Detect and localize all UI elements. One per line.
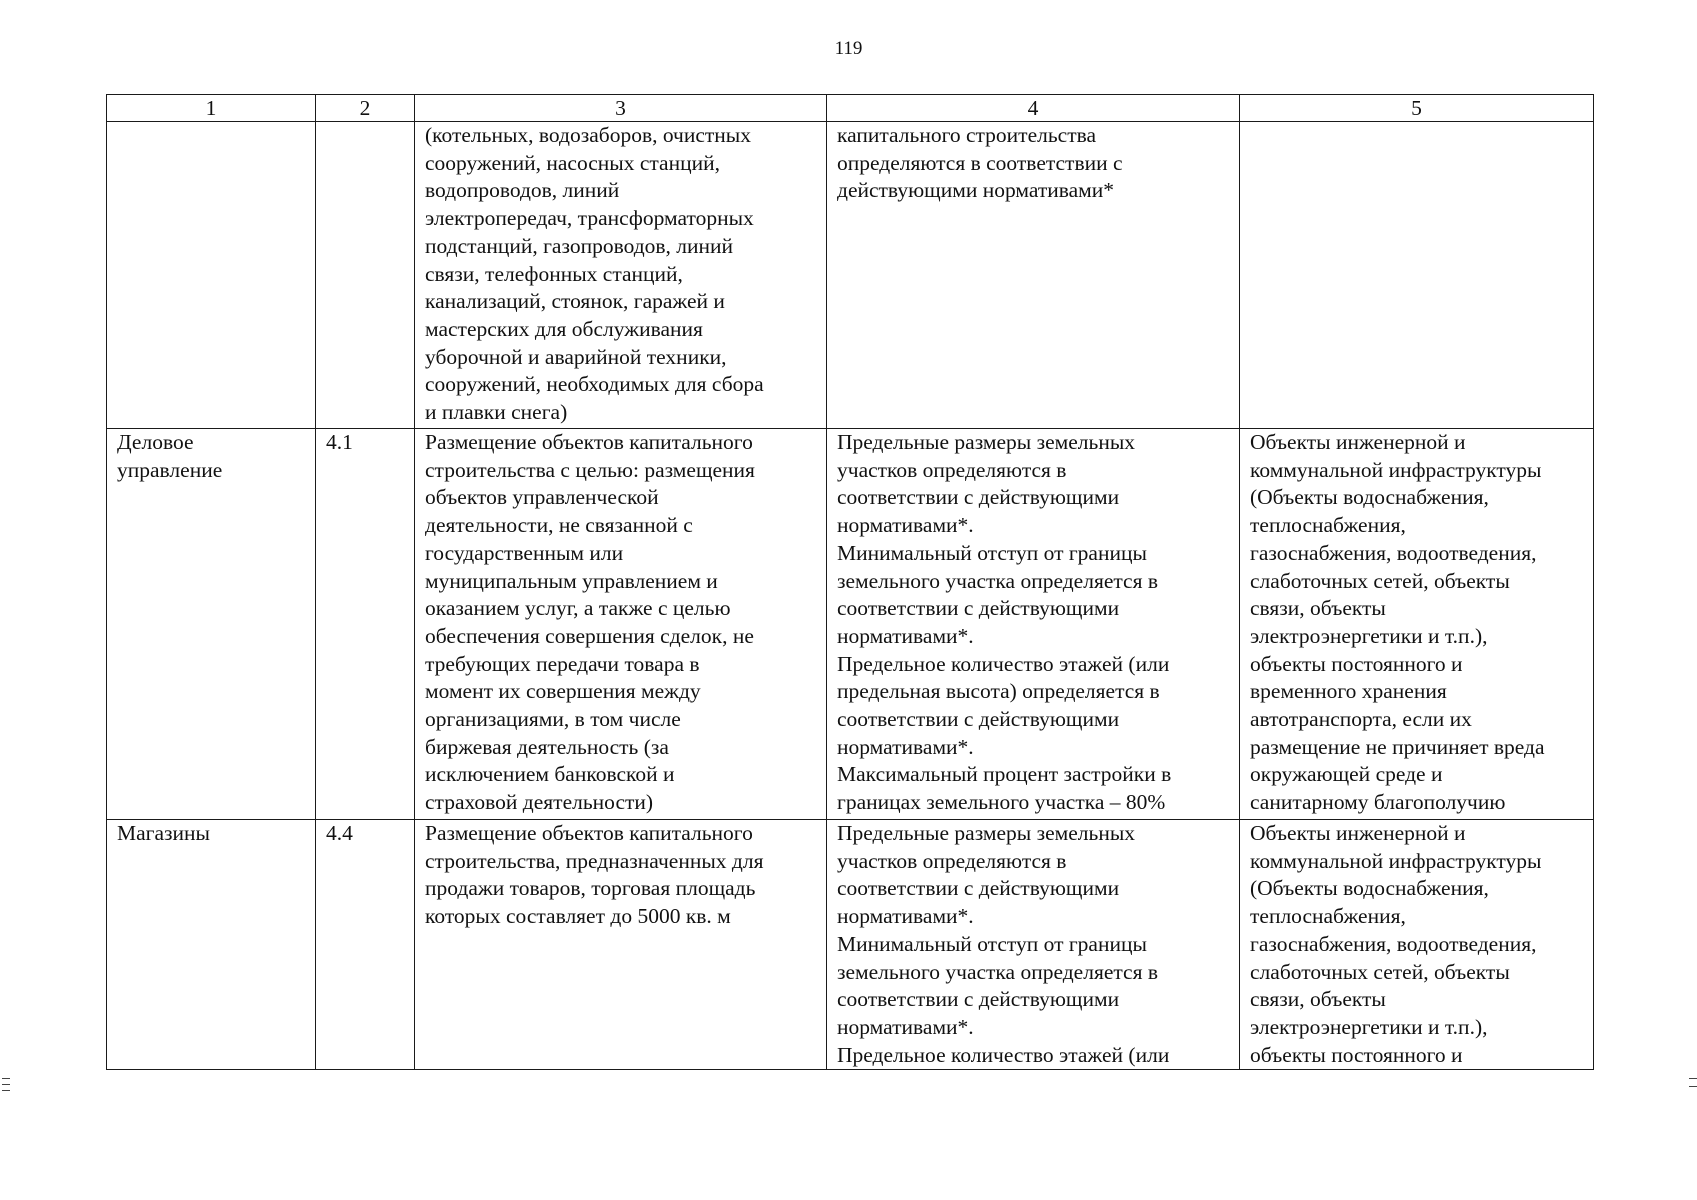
cell-text-line: санитарному благополучию: [1250, 790, 1506, 815]
cell-text-line: теплоснабжения,: [1250, 513, 1406, 538]
cell-text-line: государственным или: [425, 540, 624, 565]
use-name-cell: [107, 429, 316, 820]
scan-mark: [2, 1078, 10, 1079]
auxiliary-uses-cell: [1240, 122, 1594, 429]
cell-text-line: окружающей среде и: [1250, 762, 1443, 787]
page-number: 119: [834, 38, 863, 59]
table-row: [107, 122, 1594, 429]
cell-text-line: связи, объекты: [1250, 596, 1386, 621]
cell-text-line: определяются в соответствии с: [837, 150, 1123, 175]
building-parameters-cell: [827, 429, 1240, 820]
cell-text-line: деятельности, не связанной с: [425, 513, 693, 538]
use-description-cell: [415, 820, 827, 1070]
cell-text-line: земельного участка определяется в: [837, 959, 1158, 984]
cell-text-line: страховой деятельности): [425, 790, 654, 815]
cell-text-line: газоснабжения, водоотведения,: [1250, 540, 1537, 565]
cell-text-line: продажи товаров, торговая площадь: [425, 876, 756, 901]
cell-text-line: действующими нормативами*: [837, 178, 1115, 203]
cell-text-line: объекты постоянного и: [1250, 651, 1463, 676]
cell-text-line: участков определяются в: [837, 848, 1067, 873]
cell-text-line: Размещение объектов капитального: [425, 430, 753, 454]
cell-text-line: организациями, в том числе: [425, 707, 681, 732]
cell-text-line: коммунальной инфраструктуры: [1250, 848, 1542, 873]
table-header-row: [107, 95, 1594, 122]
cell-text-line: управление: [117, 457, 223, 482]
cell-text-line: электропередач, трансформаторных: [425, 206, 754, 231]
cell-text-line: 4.1: [326, 430, 353, 454]
cell-text-line: временного хранения: [1250, 679, 1447, 704]
cell-text-line: момент их совершения между: [425, 679, 701, 704]
use-name-cell: [107, 122, 316, 429]
cell-text-line: границах земельного участка – 80%: [837, 790, 1166, 815]
column-header: 5: [1240, 95, 1594, 122]
cell-text-line: нормативами*.: [837, 734, 974, 759]
cell-text-line: канализаций, стоянок, гаражей и: [425, 289, 725, 314]
use-description-cell: [415, 429, 827, 820]
building-parameters-cell: [827, 820, 1240, 1070]
cell-text-line: размещение не причиняет вреда: [1250, 734, 1545, 759]
column-header: 3: [415, 95, 827, 122]
cell-text-line: связи, телефонных станций,: [425, 261, 683, 286]
table-row: [107, 820, 1594, 1070]
scan-mark: [1689, 1086, 1697, 1087]
scan-mark: [1689, 1078, 1697, 1079]
cell-text-line: нормативами*.: [837, 513, 974, 538]
cell-text-line: мастерских для обслуживания: [425, 316, 703, 341]
cell-text-line: строительства с целью: размещения: [425, 457, 755, 482]
cell-text-line: Объекты инженерной и: [1250, 430, 1466, 454]
use-code-cell: [316, 820, 415, 1070]
cell-text-line: нормативами*.: [837, 623, 974, 648]
cell-text-line: слаботочных сетей, объекты: [1250, 959, 1510, 984]
cell-text-line: объектов управленческой: [425, 485, 659, 510]
cell-text-line: нормативами*.: [837, 1014, 974, 1039]
cell-text-line: биржевая деятельность (за: [425, 734, 669, 759]
cell-text-line: сооружений, необходимых для сбора: [425, 372, 764, 397]
cell-text-line: теплоснабжения,: [1250, 904, 1406, 929]
use-code-cell: [316, 429, 415, 820]
cell-text-line: капитального строительства: [837, 123, 1097, 147]
auxiliary-uses-cell: [1240, 820, 1594, 1070]
cell-text-line: уборочной и аварийной техники,: [425, 344, 727, 369]
cell-text-line: Предельное количество этажей (или: [837, 1042, 1170, 1067]
cell-text-line: соответствии с действующими: [837, 485, 1120, 510]
cell-text-line: соответствии с действующими: [837, 707, 1120, 732]
cell-text-line: исключением банковской и: [425, 762, 675, 787]
cell-text-line: электроэнергетики и т.п.),: [1250, 623, 1488, 648]
cell-text-line: предельная высота) определяется в: [837, 679, 1160, 704]
cell-text-line: Минимальный отступ от границы: [837, 931, 1147, 956]
cell-text-line: которых составляет до 5000 кв. м: [425, 904, 731, 929]
table-row: [107, 429, 1594, 820]
cell-text-line: обеспечения совершения сделок, не: [425, 623, 754, 648]
use-code-cell: [316, 122, 415, 429]
cell-text-line: Деловое: [117, 430, 194, 454]
use-name-cell: [107, 820, 316, 1070]
cell-text-line: Объекты инженерной и: [1250, 821, 1466, 845]
cell-text-line: оказанием услуг, а также с целью: [425, 596, 731, 621]
cell-text-line: соответствии с действующими: [837, 987, 1120, 1012]
cell-text-line: Минимальный отступ от границы: [837, 540, 1147, 565]
cell-text-line: Размещение объектов капитального: [425, 821, 753, 845]
auxiliary-uses-cell: [1240, 429, 1594, 820]
cell-text-line: 4.4: [326, 821, 353, 845]
cell-text-line: Максимальный процент застройки в: [837, 762, 1172, 787]
cell-text-line: коммунальной инфраструктуры: [1250, 457, 1542, 482]
land-use-table: [106, 94, 1594, 1070]
cell-text-line: Предельное количество этажей (или: [837, 651, 1170, 676]
cell-text-line: подстанций, газопроводов, линий: [425, 233, 734, 258]
cell-text-line: Предельные размеры земельных: [837, 821, 1136, 845]
cell-text-line: сооружений, насосных станций,: [425, 150, 720, 175]
cell-text-line: электроэнергетики и т.п.),: [1250, 1014, 1488, 1039]
cell-text-line: муниципальным управлением и: [425, 568, 718, 593]
column-header: 2: [316, 95, 415, 122]
cell-text-line: соответствии с действующими: [837, 596, 1120, 621]
cell-text-line: участков определяются в: [837, 457, 1067, 482]
column-header: 4: [827, 95, 1240, 122]
cell-text-line: строительства, предназначенных для: [425, 848, 764, 873]
cell-text-line: нормативами*.: [837, 904, 974, 929]
column-header: 1: [107, 95, 316, 122]
cell-text-line: требующих передачи товара в: [425, 651, 700, 676]
cell-text-line: автотранспорта, если их: [1250, 707, 1472, 732]
scan-mark: [2, 1090, 10, 1091]
cell-text-line: соответствии с действующими: [837, 876, 1120, 901]
cell-text-line: (котельных, водозаборов, очистных: [425, 123, 752, 147]
cell-text-line: и плавки снега): [425, 400, 568, 425]
cell-text-line: земельного участка определяется в: [837, 568, 1158, 593]
cell-text-line: связи, объекты: [1250, 987, 1386, 1012]
cell-text-line: (Объекты водоснабжения,: [1250, 876, 1489, 901]
cell-text-line: водопроводов, линий: [425, 178, 620, 203]
use-description-cell: [415, 122, 827, 429]
cell-text-line: (Объекты водоснабжения,: [1250, 485, 1489, 510]
cell-text-line: Магазины: [117, 821, 210, 845]
cell-text-line: слаботочных сетей, объекты: [1250, 568, 1510, 593]
cell-text-line: Предельные размеры земельных: [837, 430, 1136, 454]
building-parameters-cell: [827, 122, 1240, 429]
cell-text-line: объекты постоянного и: [1250, 1042, 1463, 1067]
cell-text-line: газоснабжения, водоотведения,: [1250, 931, 1537, 956]
scan-mark: [2, 1084, 10, 1085]
